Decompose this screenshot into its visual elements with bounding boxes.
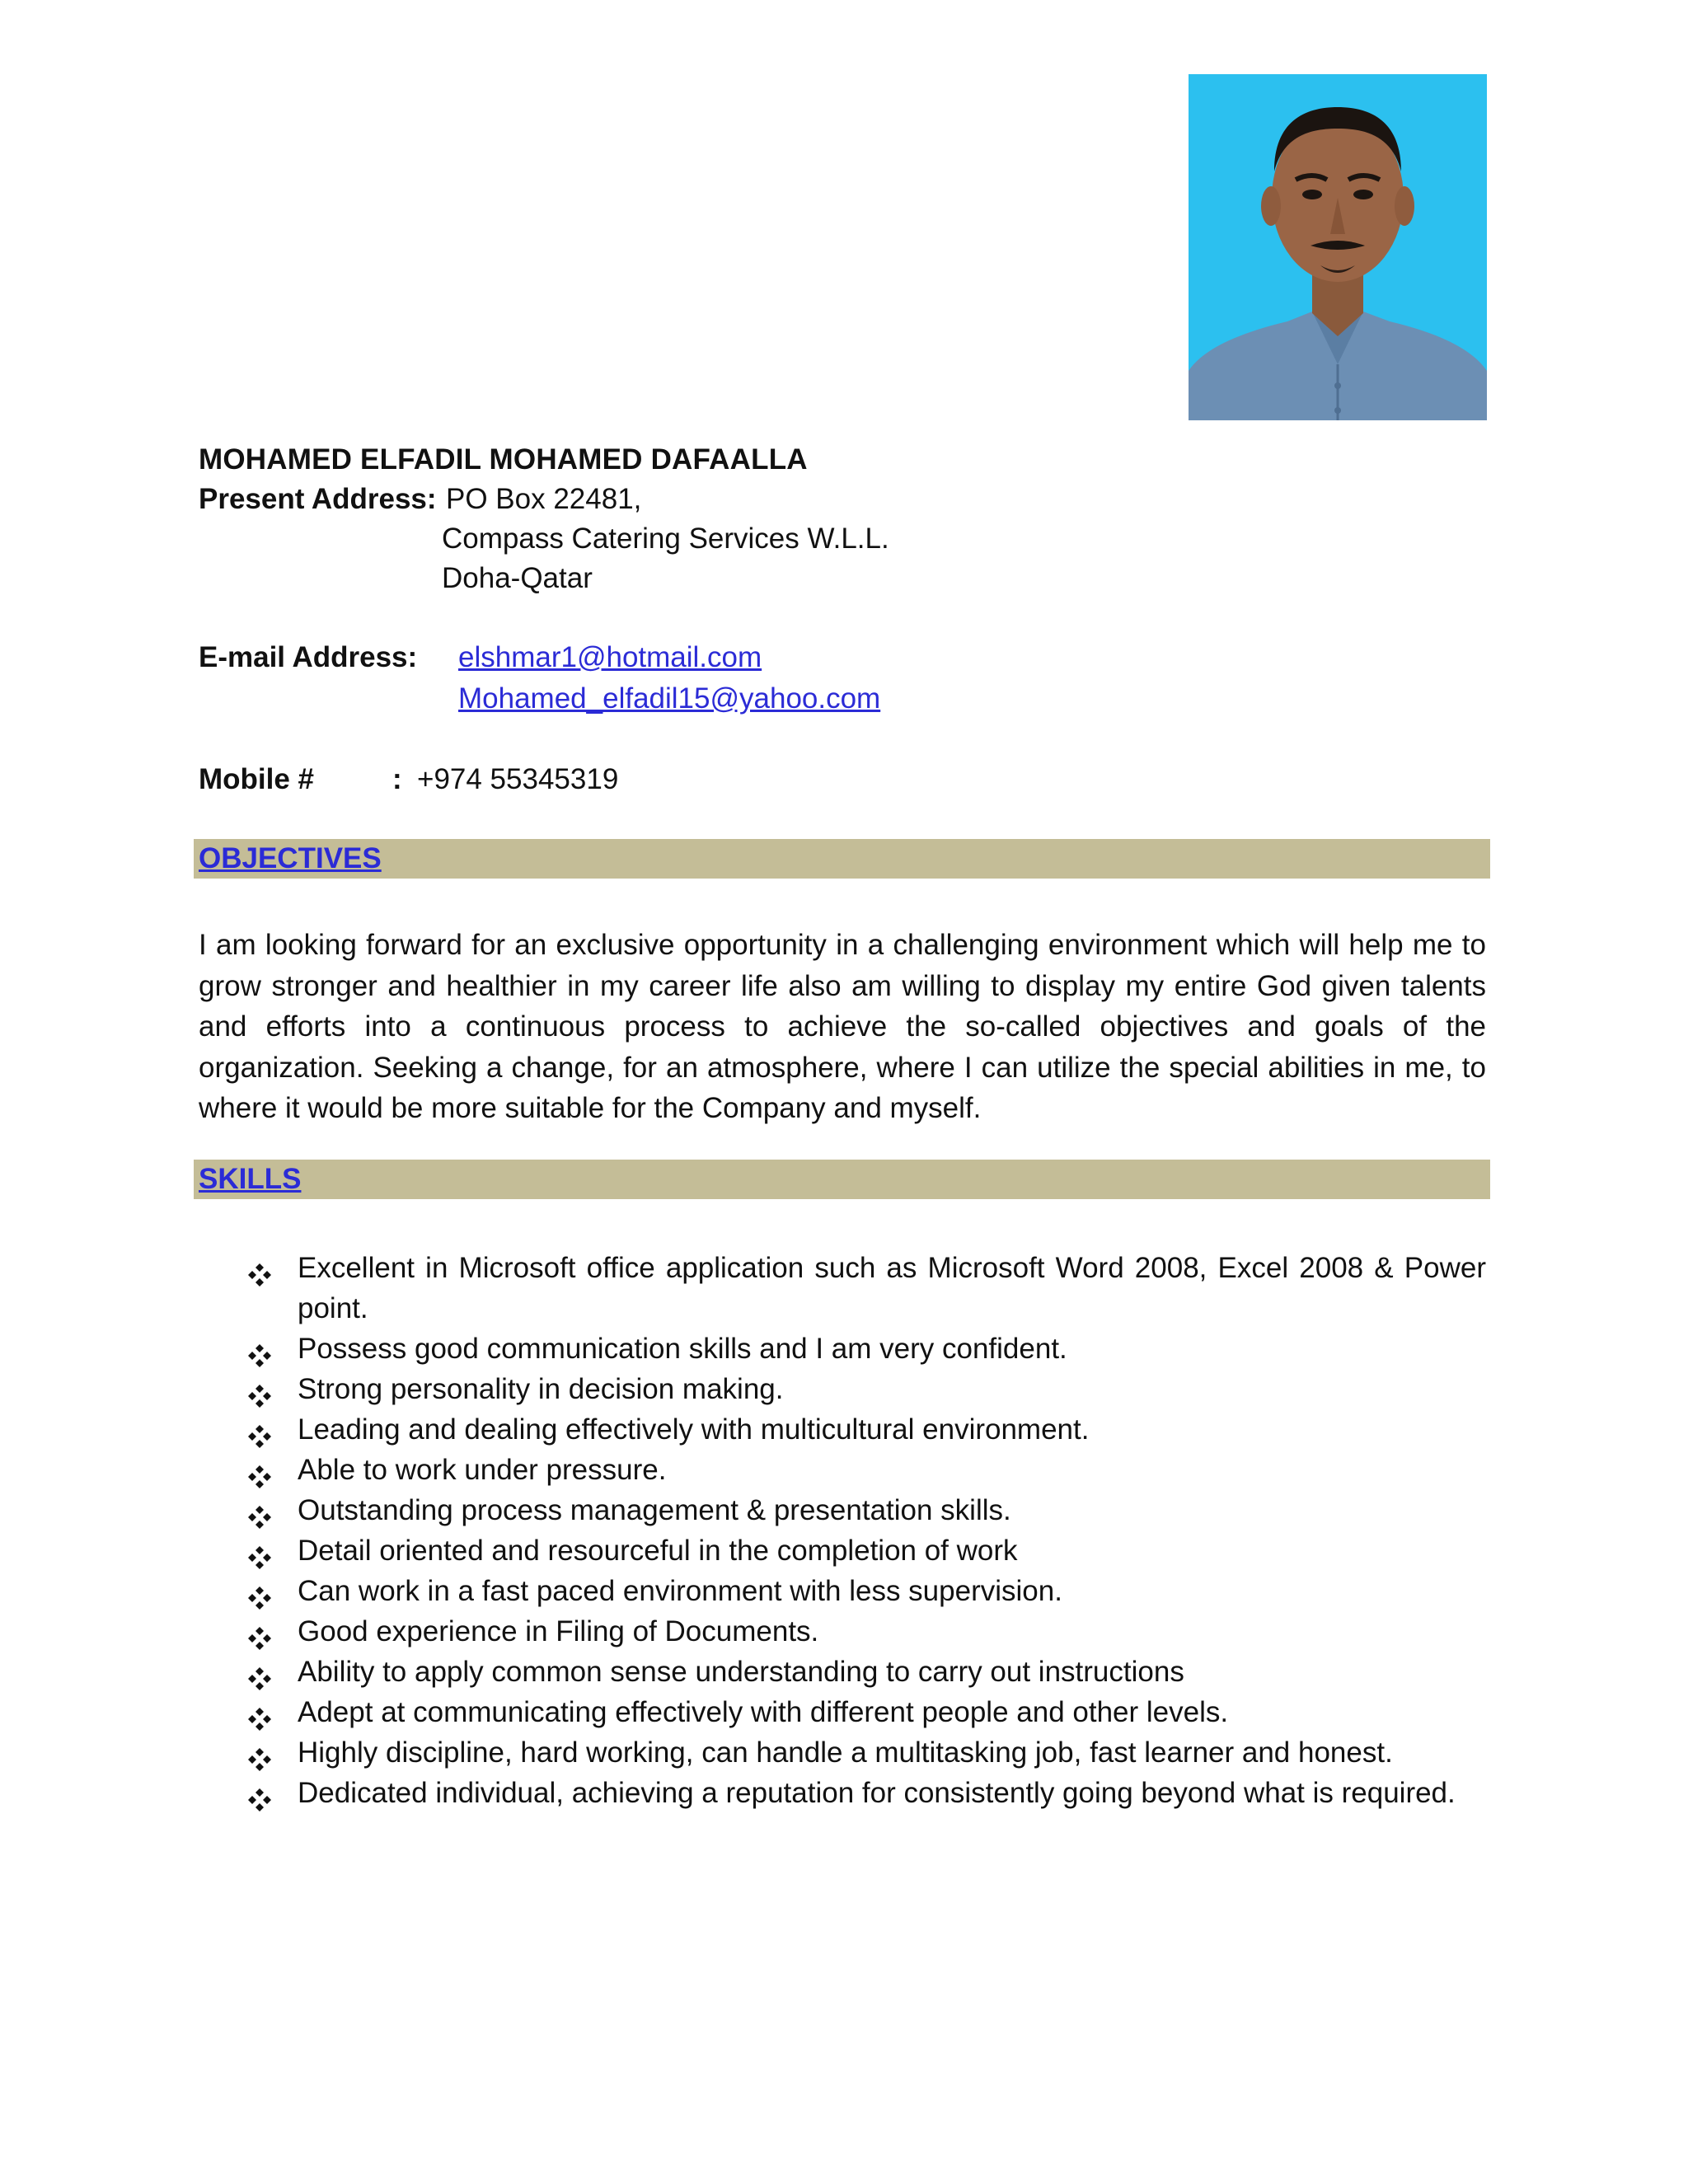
address-line-2: Compass Catering Services W.L.L. xyxy=(442,523,889,555)
skills-list xyxy=(247,1248,1486,1813)
diamond-bullet-icon xyxy=(247,1500,272,1525)
diamond-bullet-icon xyxy=(247,1258,272,1282)
diamond-bullet-icon xyxy=(247,1460,272,1484)
skill-text: Dedicated individual, achieving a reputation for consistently going beyond what is required. xyxy=(298,1777,1456,1809)
address-line-1: PO Box 22481, xyxy=(446,483,642,515)
skill-text: Adept at communicating effectively with different people and other levels. xyxy=(298,1696,1229,1728)
skill-item xyxy=(247,1652,1486,1692)
skill-text: Can work in a fast paced environment with less supervision. xyxy=(298,1575,1062,1607)
diamond-bullet-icon xyxy=(247,1702,272,1727)
skill-text: Good experience in Filing of Documents. xyxy=(298,1615,819,1647)
skill-text: Able to work under pressure. xyxy=(298,1454,667,1486)
skill-item xyxy=(247,1611,1486,1652)
skill-item xyxy=(247,1248,1486,1329)
skill-item xyxy=(247,1369,1486,1409)
skill-text: Leading and dealing effectively with multicultural environment. xyxy=(298,1413,1090,1446)
diamond-bullet-icon xyxy=(247,1581,272,1605)
objectives-heading[interactable]: OBJECTIVES xyxy=(199,842,382,874)
diamond-bullet-icon xyxy=(247,1621,272,1646)
skill-text: Highly discipline, hard working, can handle a multitasking job, fast learner and honest. xyxy=(298,1736,1393,1769)
skill-item xyxy=(247,1732,1486,1773)
mobile-number: +974 55345319 xyxy=(417,763,619,795)
skills-section-bar xyxy=(194,1160,1490,1199)
skill-text: Excellent in Microsoft office application such as Microsoft Word 2008, Excel 2008 & Power point. xyxy=(298,1252,1486,1324)
profile-photo xyxy=(1189,74,1487,420)
skill-item xyxy=(247,1490,1486,1530)
address-line-3: Doha-Qatar xyxy=(442,562,593,594)
skill-text: Strong personality in decision making. xyxy=(298,1373,784,1405)
diamond-bullet-icon xyxy=(247,1338,272,1363)
skill-text: Ability to apply common sense understanding to carry out instructions xyxy=(298,1656,1184,1688)
email-link-hotmail[interactable]: elshmar1@hotmail.com xyxy=(458,641,762,673)
email-label: E-mail Address: xyxy=(199,641,418,673)
mobile-separator: : xyxy=(392,763,402,795)
skill-item xyxy=(247,1329,1486,1369)
diamond-bullet-icon xyxy=(247,1742,272,1767)
objective-paragraph: I am looking forward for an exclusive opportunity in a challenging environment which will help me to grow stronger and healthier in my career life also am willing to display my entire God given talents and efforts into a continuous process to achieve the so-called objectives and goals of the organization. Seeking a change, for an atmosphere, where I can utilize the special abilities in me, to where it would be more suitable for the Company and myself. xyxy=(199,929,1486,1124)
skill-item xyxy=(247,1409,1486,1450)
email-link-yahoo[interactable]: Mohamed_elfadil15@yahoo.com xyxy=(458,682,881,715)
address-label: Present Address: xyxy=(199,483,437,515)
skill-item xyxy=(247,1773,1486,1813)
skill-item xyxy=(247,1571,1486,1611)
skill-text: Possess good communication skills and I am very confident. xyxy=(298,1333,1067,1365)
diamond-bullet-icon xyxy=(247,1379,272,1404)
objectives-section-bar xyxy=(194,839,1490,879)
skill-item xyxy=(247,1530,1486,1571)
skill-text: Detail oriented and resourceful in the completion of work xyxy=(298,1535,1018,1567)
diamond-bullet-icon xyxy=(247,1540,272,1565)
person-portrait-icon xyxy=(1189,74,1487,420)
diamond-bullet-icon xyxy=(247,1661,272,1686)
skill-item xyxy=(247,1692,1486,1732)
skill-text: Outstanding process management & presentation skills. xyxy=(298,1494,1011,1526)
diamond-bullet-icon xyxy=(247,1783,272,1807)
applicant-name: MOHAMED ELFADIL MOHAMED DAFAALLA xyxy=(199,443,808,476)
skill-item xyxy=(247,1450,1486,1490)
diamond-bullet-icon xyxy=(247,1419,272,1444)
mobile-label: Mobile # xyxy=(199,763,315,795)
skills-heading[interactable]: SKILLS xyxy=(199,1163,302,1195)
